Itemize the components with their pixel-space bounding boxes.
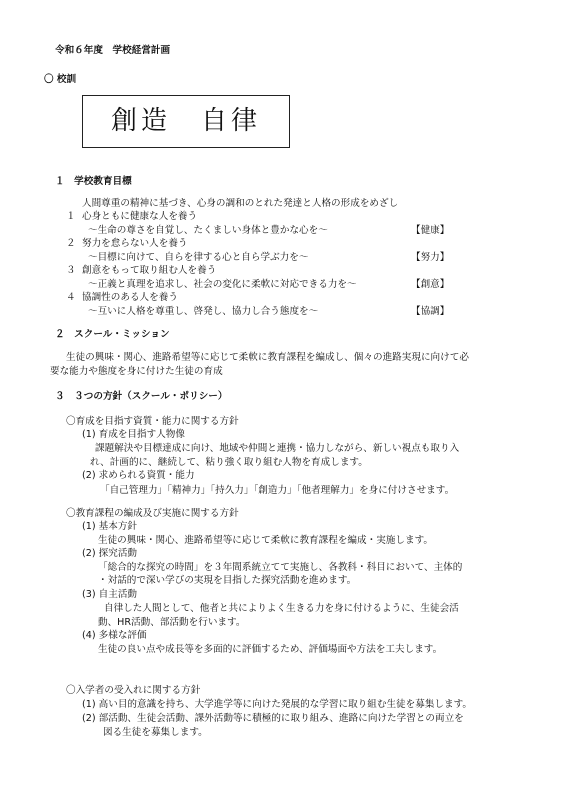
policy-1-item-2-line-1: 「自己管理力」「精神力」「持久力」「創造力」「他者理解力」を身に付けさせます。 (100, 485, 455, 496)
policy-1-item-1-title: (1) 育成を目指す人物像 (82, 429, 185, 440)
goal-tag: 【創意】 (411, 279, 450, 290)
policy-2-item-2-line-1: 「総合的な探究の時間」を３年間系統立てて実施し、各教科・科目において、主体的 (98, 562, 463, 573)
section-1-heading: １ 学校教育目標 (55, 176, 132, 187)
policy-2-item-1-title: (1) 基本方針 (82, 521, 138, 532)
goal-title: 創意をもって取り組む人を養う (82, 265, 217, 276)
policy-2-heading: 〇教育課程の編成及び実施に関する方針 (66, 508, 239, 519)
policy-2-item-3-title: (3) 自主活動 (82, 589, 138, 600)
goal-number: ２ (66, 238, 76, 249)
goal-tag: 【健康】 (411, 225, 450, 236)
goal-number: ３ (66, 265, 76, 276)
policy-2-item-3-line-2: 動、HR活動、部活動を行います。 (98, 617, 246, 628)
goal-title: 努力を怠らない人を養う (82, 238, 188, 249)
section-2-heading: ２ スクール・ミッション (55, 329, 170, 340)
goal-title: 心身ともに健康な人を養う (82, 211, 198, 222)
section-3-heading: ３ ３つの方針（スクール・ポリシー） (55, 391, 228, 402)
motto-heading: 〇 校訓 (44, 74, 77, 85)
goal-number: ４ (66, 292, 76, 303)
goal-detail: 〜目標に向けて、自らを律する心と自ら学ぶ力を〜 (88, 252, 309, 263)
document-title: 令和６年度 学校経営計画 (55, 45, 171, 56)
policy-2-item-4-line-1: 生徒の良い点や成長等を多面的に評価するため、評価場面や方法を工夫します。 (98, 644, 443, 655)
goal-number: １ (66, 211, 76, 222)
policy-1-item-1-line-2: れ、計画的に、継続して、粘り強く取り組む人物を育成します。 (90, 457, 368, 468)
policy-3-item-1: (1) 高い目的意識を持ち、大学進学等に向けた発展的な学習に取り組む生徒を募集します。 (82, 699, 473, 710)
policy-1-heading: 〇育成を目指す資質・能力に関する方針 (66, 416, 239, 427)
motto-box (82, 95, 290, 148)
policy-3-item-2-line-2: 図る生徒を募集します。 (103, 727, 208, 738)
policy-2-item-1-line-1: 生徒の興味・関心、進路希望等に応じて柔軟に教育課程を編成・実施します。 (98, 535, 434, 546)
policy-1-item-2-title: (2) 求められる資質・能力 (82, 470, 195, 481)
goal-title: 協調性のある人を養う (82, 292, 178, 303)
section-1-intro: 人間尊重の精神に基づき、心身の調和のとれた発達と人格の形成をめざし (82, 198, 399, 209)
mission-line-2: 要な能力や態度を身に付けた生徒の育成 (50, 366, 223, 377)
goal-detail: 〜互いに人格を尊重し、啓発し、協力し合う態度を〜 (88, 306, 319, 317)
goal-detail: 〜生命の尊さを自覚し、たくましい身体と豊かな心を〜 (88, 225, 328, 236)
policy-3-item-2-line-1: (2) 部活動、生徒会活動、課外活動等に積極的に取り組み、進路に向けた学習との両立を (82, 713, 464, 724)
policy-2-item-3-line-1: 自律した人間として、他者と共によりよく生きる力を身に付けるように、生徒会活 (104, 603, 459, 614)
policy-3-heading: 〇入学者の受入れに関する方針 (66, 685, 201, 696)
policy-2-item-2-line-2: ・対話的で深い学びの実現を目指した探究活動を進めます。 (98, 575, 357, 586)
goal-tag: 【努力】 (411, 252, 450, 263)
policy-1-item-1-line-1: 課題解決や目標達成に向け、地域や仲間と連携・協力しながら、新しい視点も取り入 (95, 443, 460, 454)
goal-tag: 【協調】 (411, 306, 450, 317)
motto-text: 創造 自律 (110, 106, 261, 136)
goal-detail: 〜正義と真理を追求し、社会の変化に柔軟に対応できる力を〜 (88, 279, 357, 290)
policy-2-item-2-title: (2) 探究活動 (82, 548, 138, 559)
mission-line-1: 生徒の興味・関心、進路希望等に応じて柔軟に教育課程を編成し、個々の進路実現に向けて必 (66, 352, 469, 363)
policy-2-item-4-title: (4) 多様な評価 (82, 630, 147, 641)
